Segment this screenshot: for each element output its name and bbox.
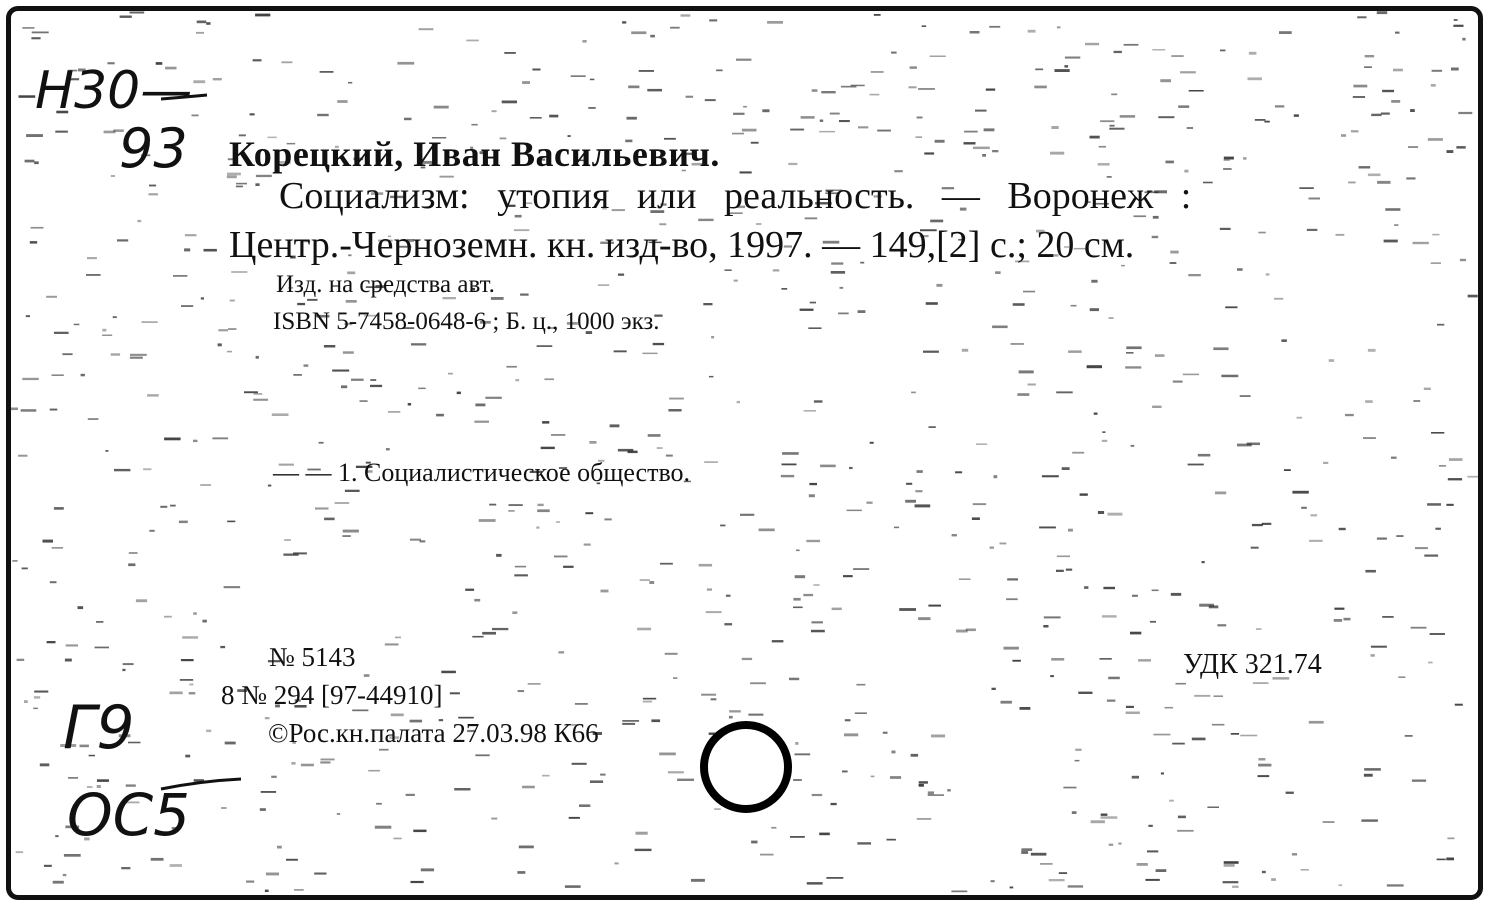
- registration-number: 8 № 294 [97-44910]: [221, 680, 443, 710]
- publication-statement: Центр.-Черноземн. кн. изд-во, 1997. — 149,[2] с.; 20 см.: [229, 224, 1135, 266]
- edition-note: Изд. на средства авт.: [276, 271, 495, 298]
- author-heading: Корецкий, Иван Васильевич.: [229, 134, 720, 174]
- handwritten-call-number-bottom: 93: [119, 117, 188, 180]
- accession-number: № 5143: [269, 642, 356, 672]
- punch-hole: [11, 11, 1478, 895]
- udk-classification: УДК 321.74: [1183, 649, 1322, 680]
- copyright-line: ©Рос.кн.палата 27.03.98 К66: [268, 718, 599, 748]
- handwritten-shelf-mark-1: Г9: [63, 693, 135, 763]
- isbn-line: ISBN 5-7458-0648-6 ; Б. ц., 1000 экз.: [273, 308, 660, 335]
- subject-heading: — — 1. Социалистическое общество.: [273, 458, 691, 487]
- catalog-card: [6, 6, 1483, 900]
- handwritten-shelf-mark-2: ОС5: [67, 781, 191, 849]
- title-statement: Социализм: утопия или реальность. — Воронеж :: [279, 175, 1192, 217]
- handwritten-call-number-top: Н30—: [35, 61, 193, 121]
